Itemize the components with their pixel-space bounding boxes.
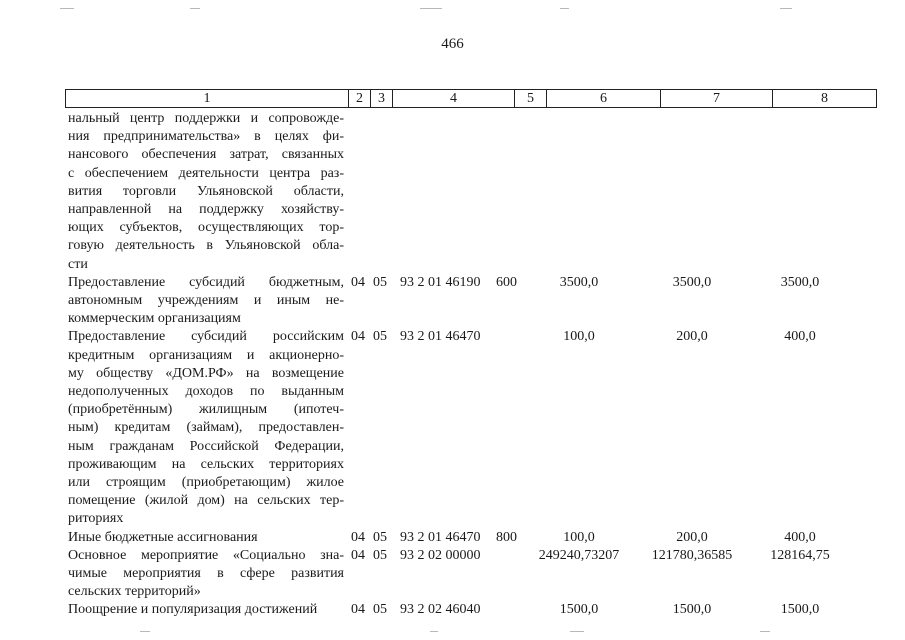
- description-line: проживающим на сельских территориях: [68, 456, 344, 472]
- row-cell-c5: 800: [496, 529, 517, 545]
- table-row: [0, 328, 905, 528]
- column-header-4: 4: [393, 90, 515, 108]
- page-number: 466: [441, 36, 464, 52]
- table-row: [0, 110, 905, 274]
- row-cell-c4: 93 2 02 46040: [400, 602, 481, 618]
- description-line: сти: [68, 256, 88, 272]
- row-cell-c2: 04: [351, 529, 365, 545]
- table-row: [0, 529, 905, 547]
- description-line: му обществу «ДОМ.РФ» на возмещение: [68, 365, 344, 381]
- row-cell-c2: 04: [351, 274, 365, 290]
- column-header-row: [66, 90, 877, 108]
- row-description: [68, 110, 344, 274]
- description-line: с обеспечением деятельности центра раз-: [68, 165, 344, 181]
- description-line: вития торговли Ульяновской области,: [68, 183, 344, 199]
- description-line: недополученных доходов по выданным: [68, 384, 344, 400]
- row-description: [68, 601, 344, 619]
- row-cell-c6: 3500,0: [559, 274, 599, 290]
- description-line: автономным учреждениям и иным не-: [68, 293, 344, 309]
- row-description: [68, 529, 344, 547]
- description-line: нальный центр поддержки и сопровожде-: [68, 111, 344, 126]
- row-cell-c3: 05: [373, 329, 387, 345]
- row-cell-c8: 3500,0: [780, 274, 820, 290]
- row-cell-c8: 128164,75: [770, 547, 830, 563]
- description-line: ния предпринимательства» в целях фи-: [68, 129, 344, 145]
- description-line: Основное мероприятие «Социально зна-: [68, 547, 344, 563]
- row-cell-c6: 100,0: [563, 529, 595, 545]
- row-cell-c7: 200,0: [676, 529, 708, 545]
- row-cell-c7: 3500,0: [672, 274, 712, 290]
- table-row: [0, 601, 905, 619]
- description-line: Предоставление субсидий бюджетным,: [68, 274, 344, 290]
- row-cell-c6: 1500,0: [559, 602, 599, 618]
- row-cell-c2: 04: [351, 602, 365, 618]
- description-line: нансового обеспечения затрат, связанных: [68, 147, 344, 163]
- description-line: ным) кредитам (займам), предоставлен-: [68, 420, 344, 436]
- description-line: помещение (жилой дом) на сельских тер-: [68, 493, 344, 509]
- row-cell-c3: 05: [373, 602, 387, 618]
- row-cell-c5: 600: [496, 274, 517, 290]
- column-header-table: [65, 89, 877, 108]
- row-description: [68, 274, 344, 329]
- table-row: [0, 274, 905, 329]
- description-line: сельских территорий»: [68, 584, 201, 600]
- column-header-3: 3: [371, 90, 393, 108]
- description-line: или строящим (приобретающим) жилое: [68, 475, 344, 491]
- description-line: (приобретённым) жилищным (ипотеч-: [68, 402, 344, 418]
- description-line: риториях: [68, 511, 124, 527]
- table-row: [0, 547, 905, 602]
- column-header-1: 1: [66, 90, 349, 108]
- row-cell-c4: 93 2 01 46470: [400, 329, 481, 345]
- row-cell-c8: 400,0: [784, 329, 816, 345]
- description-line: говую деятельность в Ульяновской обла-: [68, 238, 344, 254]
- row-cell-c6: 100,0: [563, 329, 595, 345]
- column-header-5: 5: [515, 90, 547, 108]
- description-line: Иные бюджетные ассигнования: [68, 529, 258, 545]
- column-header-2: 2: [349, 90, 371, 108]
- budget-table-body: [0, 110, 905, 620]
- row-cell-c4: 93 2 02 00000: [400, 547, 481, 563]
- description-line: ющих субъектов, осуществляющих тор-: [68, 220, 344, 236]
- row-cell-c3: 05: [373, 274, 387, 290]
- row-description: [68, 547, 344, 602]
- column-header-8: 8: [773, 90, 877, 108]
- row-cell-c3: 05: [373, 529, 387, 545]
- description-line: Поощрение и популяризация достижений: [68, 602, 318, 618]
- description-line: Предоставление субсидий российским: [68, 329, 344, 345]
- row-cell-c8: 400,0: [784, 529, 816, 545]
- row-cell-c8: 1500,0: [780, 602, 820, 618]
- row-cell-c7: 121780,36585: [651, 547, 733, 563]
- description-line: коммерческим организациям: [68, 311, 241, 327]
- column-header-7: 7: [661, 90, 773, 108]
- row-cell-c4: 93 2 01 46190: [400, 274, 481, 290]
- row-cell-c7: 1500,0: [672, 602, 712, 618]
- row-cell-c7: 200,0: [676, 329, 708, 345]
- row-cell-c3: 05: [373, 547, 387, 563]
- row-cell-c2: 04: [351, 329, 365, 345]
- description-line: кредитным организациям и акционерно-: [68, 347, 344, 363]
- description-line: чимые мероприятия в сфере развития: [68, 566, 344, 582]
- row-cell-c2: 04: [351, 547, 365, 563]
- row-cell-c4: 93 2 01 46470: [400, 529, 481, 545]
- description-line: направленной на поддержку хозяйству-: [68, 202, 344, 218]
- row-cell-c6: 249240,73207: [538, 547, 620, 563]
- column-header-6: 6: [547, 90, 661, 108]
- row-description: [68, 328, 344, 528]
- description-line: ным гражданам Российской Федерации,: [68, 438, 344, 454]
